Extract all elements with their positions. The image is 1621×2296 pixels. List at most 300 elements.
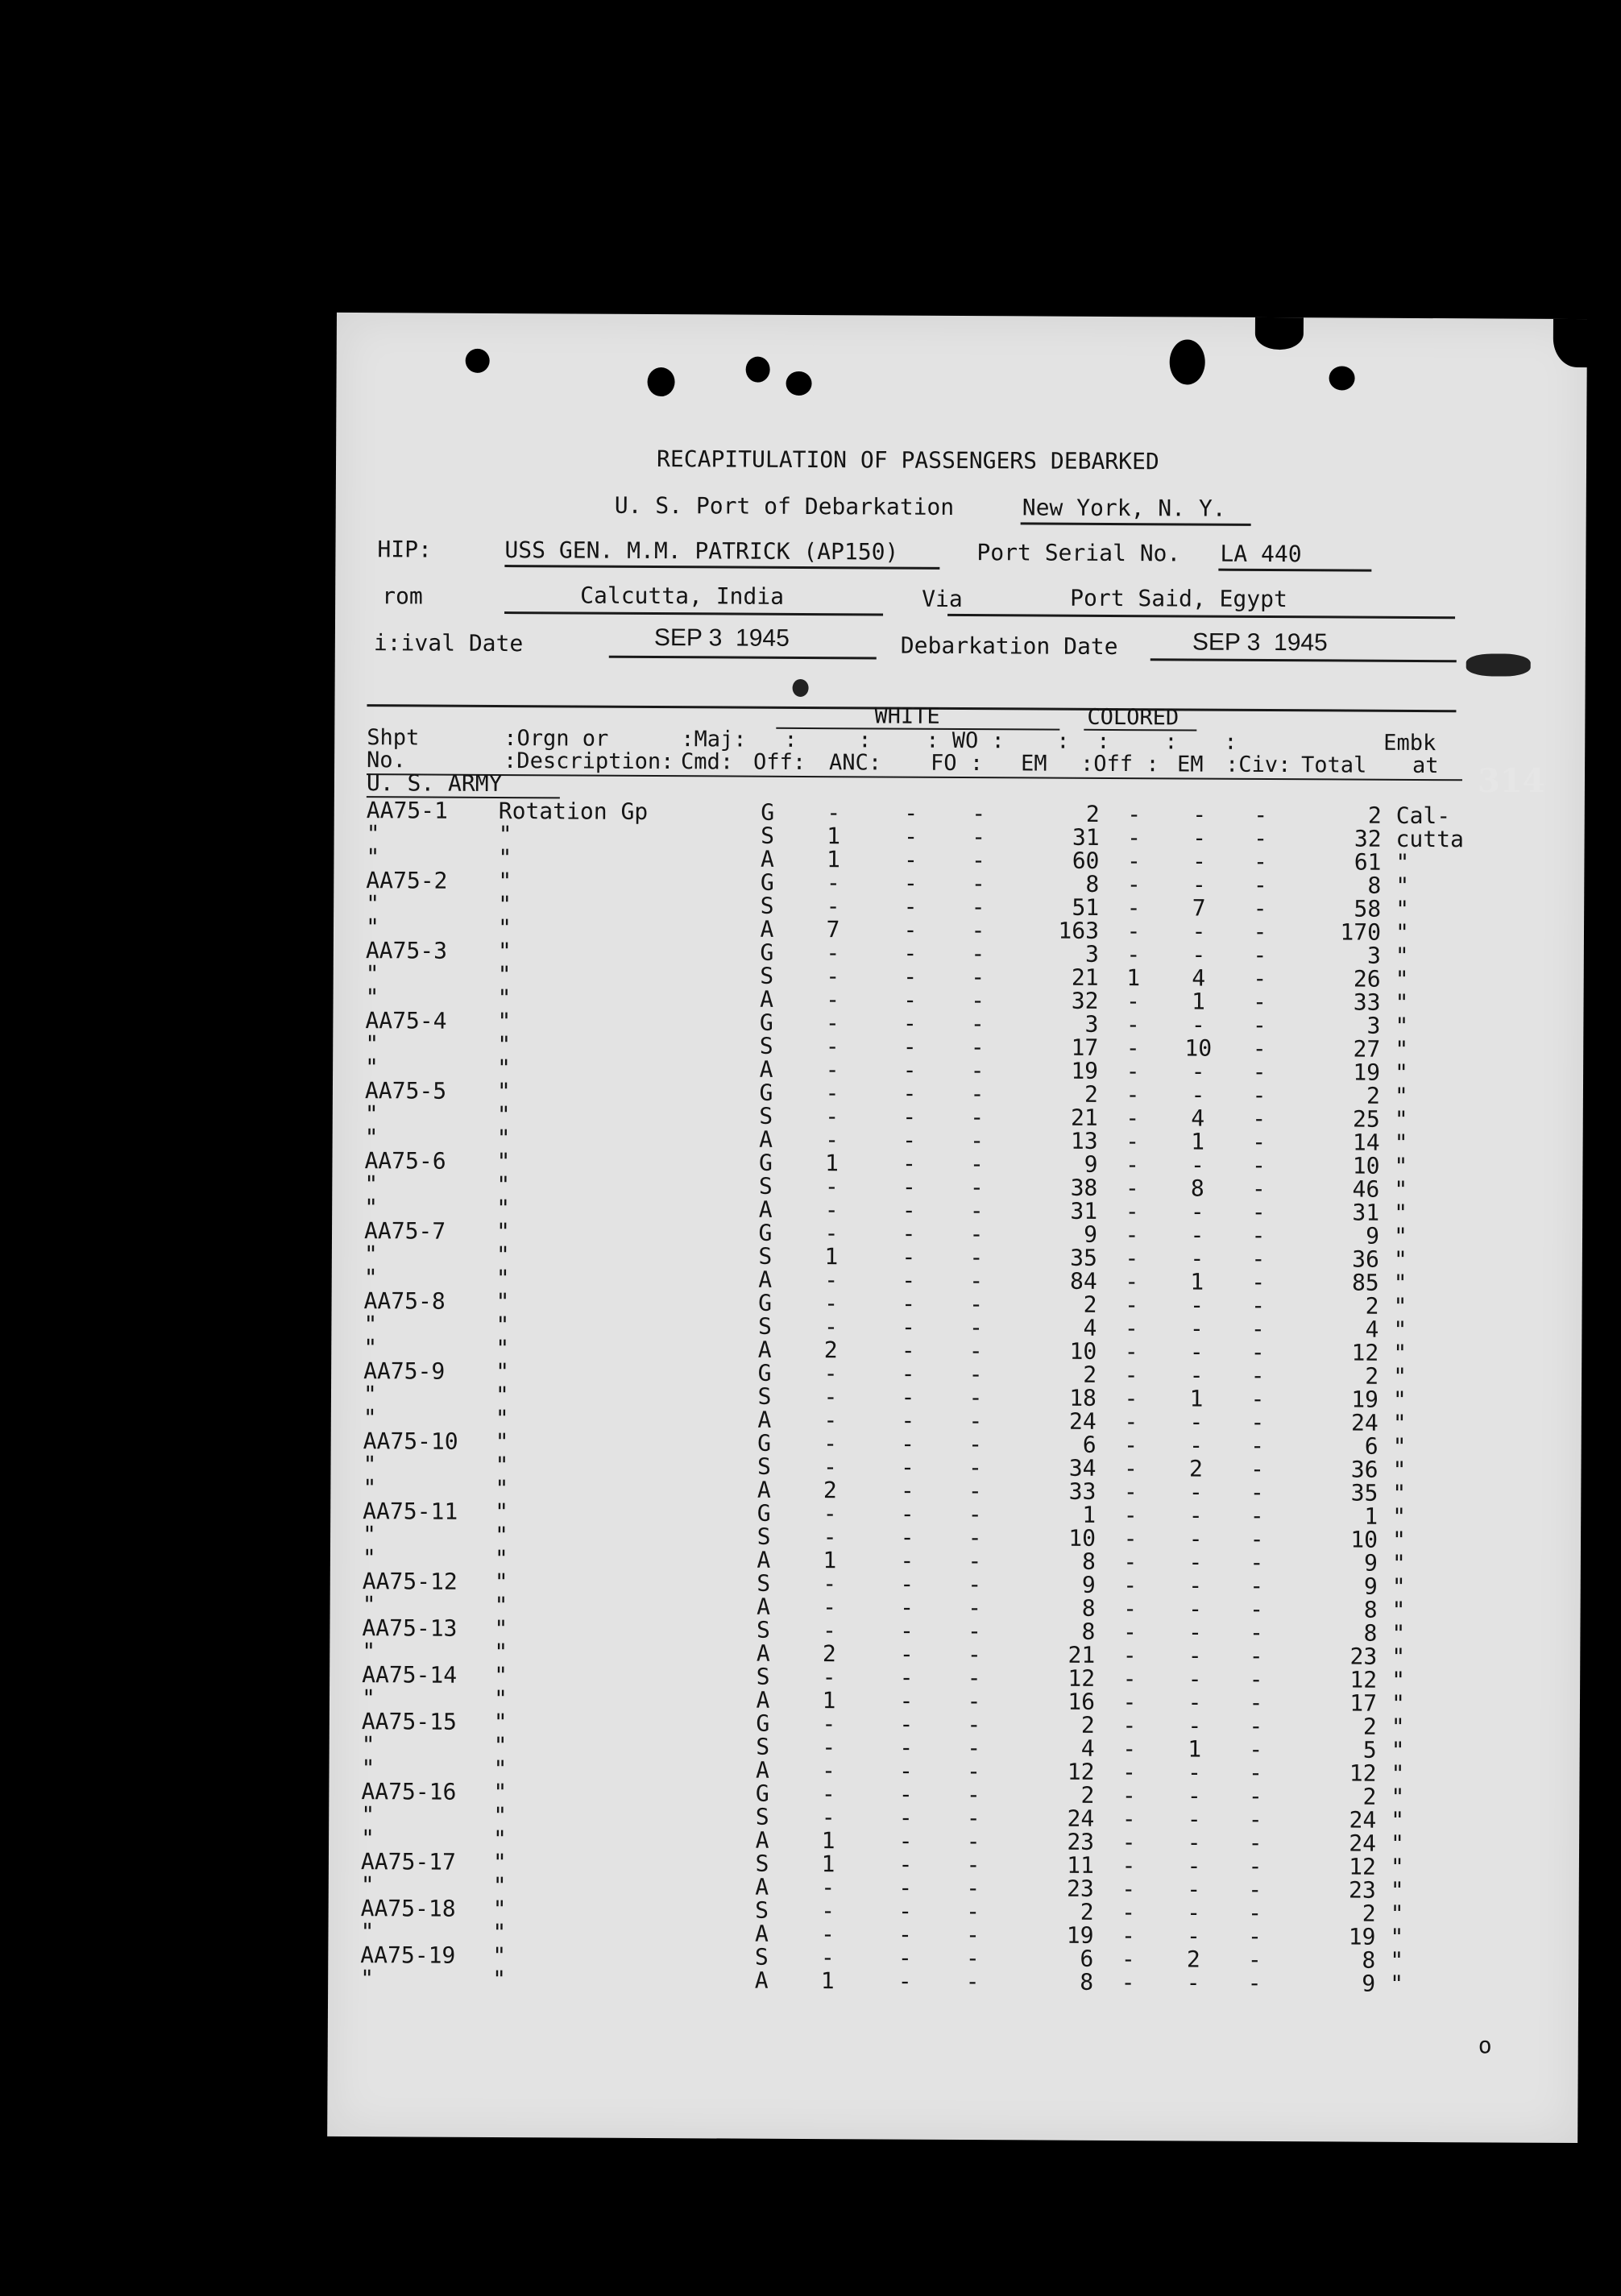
cell-colored-off: -	[1122, 1735, 1137, 1763]
cell-white-em: 31	[1070, 1197, 1098, 1225]
cell-organization: "	[497, 984, 512, 1012]
cell-total: 36	[1352, 1245, 1379, 1273]
cell-colored-em: -	[1189, 1315, 1204, 1342]
cell-white-wofo: -	[966, 1875, 980, 1902]
cell-white-anc: -	[902, 1220, 916, 1247]
cell-colored-em: -	[1190, 1291, 1204, 1319]
ship-value: USS GEN. M.M. PATRICK (AP150)	[504, 537, 899, 566]
cell-shipment-no: AA75-8	[363, 1287, 446, 1315]
cell-white-em: 6	[1082, 1431, 1097, 1458]
cell-total: 25	[1352, 1105, 1380, 1133]
cell-organization: "	[498, 843, 512, 872]
cell-shipment-no: AA75-9	[363, 1357, 446, 1385]
cell-civilian: -	[1248, 1782, 1262, 1809]
cell-white-anc: -	[903, 869, 918, 897]
cell-civilian: -	[1251, 1245, 1266, 1272]
cell-civilian: -	[1252, 1128, 1267, 1155]
cell-white-wofo: -	[970, 1034, 985, 1061]
cell-civilian: -	[1249, 1735, 1263, 1763]
cell-shipment-no: "	[366, 890, 380, 918]
cell-white-wofo: -	[969, 1244, 984, 1271]
cell-white-anc: -	[899, 1734, 914, 1761]
cell-organization: "	[494, 1544, 508, 1573]
cell-colored-em: 8	[1190, 1175, 1204, 1202]
cell-major-command: S	[760, 892, 774, 919]
cell-white-anc: -	[898, 1897, 913, 1925]
cell-major-command: S	[755, 1896, 769, 1924]
cell-organization: "	[493, 1778, 508, 1806]
cell-colored-off: -	[1122, 1642, 1137, 1669]
cell-major-command: A	[758, 1266, 773, 1293]
cell-colored-off: -	[1125, 1175, 1139, 1202]
cell-total: 3	[1366, 1012, 1381, 1039]
cell-organization: "	[496, 1077, 511, 1105]
column-header-hdr1-9: :	[1224, 729, 1238, 755]
cell-civilian: -	[1249, 1642, 1263, 1669]
cell-civilian: -	[1252, 1058, 1267, 1085]
cell-white-off: -	[822, 1734, 836, 1761]
cell-white-wofo: -	[969, 1291, 984, 1318]
cell-shipment-no: "	[363, 1241, 378, 1268]
cell-civilian: -	[1250, 1502, 1264, 1529]
cell-civilian: -	[1250, 1478, 1264, 1506]
cell-white-anc: -	[900, 1523, 914, 1551]
cell-organization: "	[497, 1030, 512, 1059]
cell-shipment-no: "	[360, 1918, 375, 1946]
cell-embarked-at: "	[1392, 1479, 1407, 1506]
cell-civilian: -	[1253, 988, 1267, 1015]
cell-white-anc: -	[902, 1243, 916, 1270]
cell-total: 35	[1350, 1479, 1378, 1506]
cell-white-em: 2	[1080, 1711, 1095, 1739]
cell-civilian: -	[1251, 1268, 1266, 1295]
cell-colored-off: -	[1121, 1899, 1136, 1926]
cell-shipment-no: "	[366, 820, 380, 848]
cell-embarked-at: "	[1393, 1222, 1407, 1250]
cell-embarked-at: "	[1393, 1316, 1407, 1343]
cell-shipment-no: "	[361, 1685, 375, 1712]
cell-colored-em: -	[1187, 1829, 1201, 1856]
cell-shipment-no: "	[364, 1194, 379, 1221]
cell-embarked-at: "	[1391, 1806, 1405, 1834]
cell-white-em: 8	[1085, 870, 1100, 897]
cell-white-off: 1	[820, 1967, 835, 1995]
cell-colored-em: -	[1190, 1151, 1204, 1179]
cell-shipment-no: AA75-12	[362, 1568, 458, 1595]
cell-embarked-at: "	[1395, 942, 1409, 969]
cell-white-off: -	[823, 1430, 838, 1457]
cell-civilian: -	[1250, 1361, 1265, 1389]
cell-embarked-at: "	[1391, 1596, 1406, 1623]
cell-white-anc: -	[899, 1617, 914, 1644]
cell-civilian: -	[1250, 1595, 1264, 1623]
cell-organization: "	[495, 1241, 510, 1269]
cell-white-anc: -	[899, 1664, 914, 1691]
cell-white-em: 2	[1080, 1898, 1094, 1925]
column-header-hdr2-0: No.	[367, 748, 406, 773]
cell-major-command: A	[754, 1967, 769, 1994]
cell-white-anc: -	[902, 1103, 917, 1130]
cell-major-command: S	[756, 1733, 770, 1760]
cell-shipment-no: "	[363, 1334, 378, 1361]
cell-embarked-at: "	[1394, 1199, 1408, 1226]
cell-white-wofo: -	[970, 1104, 985, 1131]
cell-white-anc: -	[898, 1944, 912, 1971]
cell-embarked-at: "	[1392, 1386, 1407, 1413]
cell-white-off: -	[823, 1453, 838, 1481]
section-label: U. S. ARMY	[366, 769, 503, 798]
cell-civilian: -	[1250, 1315, 1265, 1342]
cell-shipment-no: "	[363, 1404, 377, 1432]
cell-colored-off: -	[1123, 1525, 1138, 1552]
serial-label: Port Serial No.	[976, 539, 1181, 567]
cell-white-anc: -	[902, 1196, 916, 1224]
cell-white-wofo: -	[968, 1337, 983, 1365]
cell-white-off: 1	[823, 1547, 837, 1574]
cell-embarked-at: "	[1392, 1432, 1407, 1460]
cell-white-anc: -	[901, 1313, 915, 1341]
cell-white-em: 8	[1080, 1968, 1094, 1996]
cell-white-em: 19	[1071, 1057, 1099, 1084]
cell-major-command: G	[756, 1710, 770, 1737]
cell-white-anc: -	[900, 1570, 914, 1598]
column-header-hdr2-2: Cmd:	[681, 749, 734, 775]
cell-white-anc: -	[900, 1594, 914, 1621]
cell-shipment-no: "	[364, 1100, 379, 1128]
cell-shipment-no: "	[360, 1965, 375, 1992]
cell-white-anc: -	[903, 986, 918, 1013]
cell-total: 2	[1362, 1900, 1376, 1927]
cell-colored-em: -	[1186, 1922, 1200, 1950]
cell-total: 12	[1349, 1666, 1378, 1693]
cell-major-command: A	[755, 1826, 769, 1854]
cell-major-command: A	[754, 1920, 769, 1947]
cell-total: 12	[1349, 1759, 1377, 1787]
cell-major-command: S	[758, 1172, 773, 1200]
cell-white-off: 2	[823, 1477, 837, 1504]
cell-white-off: -	[826, 963, 840, 990]
cell-total: 5	[1362, 1736, 1377, 1763]
cell-embarked-at: "	[1391, 1736, 1405, 1763]
cell-shipment-no: "	[362, 1544, 376, 1572]
cell-embarked-at: "	[1394, 1175, 1408, 1203]
cell-white-anc: -	[902, 1009, 917, 1037]
cell-total: 23	[1349, 1643, 1378, 1670]
cell-colored-off: -	[1126, 1104, 1140, 1132]
cell-organization: "	[495, 1474, 509, 1502]
cell-total: 1	[1364, 1502, 1378, 1530]
margin-mark: o	[1478, 2032, 1492, 2059]
debark-underline	[1150, 658, 1457, 662]
cell-civilian: -	[1248, 1899, 1262, 1926]
cell-white-em: 9	[1081, 1571, 1096, 1598]
port-value: New York, N. Y.	[1022, 494, 1226, 522]
cell-total: 2	[1362, 1713, 1377, 1740]
column-header-hdr2-7: :Off :	[1080, 751, 1159, 777]
cell-embarked-at: "	[1391, 1619, 1406, 1647]
cell-civilian: -	[1247, 1969, 1262, 1996]
cell-white-anc: -	[900, 1453, 915, 1481]
cell-embarked-at: "	[1393, 1269, 1407, 1296]
cell-white-anc: -	[898, 1874, 913, 1901]
cell-major-command: S	[757, 1453, 772, 1480]
cell-embarked-at: "	[1391, 1689, 1405, 1717]
cell-major-command: A	[759, 1055, 773, 1083]
cell-organization: "	[493, 1708, 508, 1736]
via-label: Via	[922, 585, 963, 613]
header-underline	[367, 773, 1462, 781]
cell-white-anc: -	[899, 1710, 914, 1738]
cell-white-off: 1	[822, 1687, 836, 1714]
cell-white-off: 1	[824, 1243, 839, 1270]
cell-civilian: -	[1249, 1712, 1263, 1739]
cell-white-off: -	[821, 1897, 835, 1925]
cell-colored-off: -	[1123, 1502, 1138, 1529]
column-header-hdr1-6: :	[1056, 728, 1070, 754]
cell-white-em: 16	[1068, 1688, 1096, 1715]
cell-white-em: 23	[1066, 1875, 1094, 1902]
cell-shipment-no: "	[362, 1521, 377, 1548]
torn-edge	[1255, 317, 1304, 350]
cell-colored-em: 1	[1191, 1128, 1205, 1155]
cell-white-off: -	[825, 1126, 840, 1154]
cell-colored-off: -	[1121, 1946, 1135, 1973]
punch-hole	[1329, 366, 1355, 390]
cell-major-command: A	[757, 1476, 771, 1503]
cell-civilian: -	[1250, 1525, 1264, 1552]
cell-colored-em: -	[1186, 1969, 1200, 1996]
cell-organization: "	[492, 1965, 507, 1993]
cell-embarked-at: "	[1395, 1059, 1409, 1086]
cell-white-anc: -	[904, 823, 918, 850]
cell-civilian: -	[1254, 801, 1268, 828]
cell-total: 24	[1351, 1409, 1378, 1436]
cell-colored-off: -	[1126, 988, 1141, 1015]
column-header-hdr2-4: ANC:	[829, 750, 882, 776]
cell-colored-em: 4	[1192, 964, 1206, 992]
cell-white-off: 1	[821, 1850, 835, 1878]
cell-embarked-at: cutta	[1395, 825, 1464, 853]
cell-total: 24	[1349, 1830, 1377, 1857]
punch-hole	[746, 357, 770, 383]
page-number: 314	[1478, 762, 1545, 800]
cell-white-anc: -	[904, 799, 918, 827]
cell-organization: "	[493, 1801, 508, 1830]
cell-organization: "	[493, 1731, 508, 1759]
cell-embarked-at: "	[1391, 1666, 1406, 1693]
cell-civilian: -	[1250, 1385, 1265, 1412]
cell-white-wofo: -	[968, 1454, 983, 1482]
cell-shipment-no: AA75-18	[360, 1895, 456, 1922]
column-header-hdr1-4: :	[858, 727, 872, 753]
cell-total: 9	[1366, 1222, 1380, 1250]
cell-embarked-at: Cal-	[1395, 802, 1451, 830]
cell-shipment-no: AA75-16	[361, 1778, 457, 1805]
cell-white-em: 33	[1068, 1477, 1097, 1505]
cell-white-em: 84	[1069, 1267, 1097, 1295]
cell-major-command: A	[757, 1336, 772, 1363]
cell-white-anc: -	[902, 1056, 917, 1084]
cell-white-anc: -	[898, 1850, 913, 1878]
cell-colored-off: -	[1127, 801, 1142, 828]
cell-total: 31	[1352, 1199, 1380, 1226]
column-header-hdr2-6: EM	[1021, 751, 1047, 777]
cell-organization: "	[495, 1381, 509, 1409]
cell-white-anc: -	[902, 1290, 916, 1317]
cell-white-off: -	[823, 1407, 838, 1434]
cell-organization: "	[495, 1404, 509, 1432]
cell-white-em: 21	[1070, 1104, 1098, 1131]
cell-civilian: -	[1252, 1081, 1267, 1109]
cell-colored-em: -	[1187, 1782, 1201, 1809]
ship-label: HIP:	[377, 536, 432, 563]
cell-colored-off: -	[1125, 1198, 1139, 1225]
cell-shipment-no: AA75-6	[364, 1147, 446, 1175]
arrival-date-stamp: SEP 3 1945	[653, 624, 790, 652]
cell-white-em: 9	[1084, 1150, 1098, 1178]
cell-major-command: A	[756, 1756, 770, 1784]
cell-total: 2	[1367, 802, 1382, 829]
cell-total: 4	[1365, 1316, 1379, 1343]
cell-embarked-at: "	[1395, 918, 1409, 946]
cell-colored-em: -	[1191, 1011, 1205, 1038]
cell-total: 9	[1363, 1549, 1378, 1577]
column-header-hdr1-10: Embk	[1383, 730, 1437, 756]
cell-major-command: S	[756, 1616, 770, 1643]
cell-organization: "	[493, 1685, 508, 1713]
cell-embarked-at: "	[1395, 848, 1410, 876]
cell-total: 6	[1364, 1432, 1378, 1460]
cell-white-em: 8	[1081, 1618, 1096, 1645]
cell-civilian: -	[1253, 918, 1267, 945]
arrival-label: i:ival Date	[373, 629, 524, 657]
cell-colored-off: -	[1122, 1665, 1137, 1693]
cell-colored-off: -	[1123, 1548, 1138, 1576]
column-header-hdr2-8: EM	[1177, 752, 1204, 777]
cell-white-em: 2	[1083, 1361, 1097, 1388]
cell-major-command: S	[757, 1569, 771, 1597]
cell-embarked-at: "	[1393, 1362, 1407, 1390]
port-label: U. S. Port of Debarkation	[614, 491, 955, 520]
cell-white-wofo: -	[966, 1828, 980, 1855]
cell-white-wofo: -	[970, 1057, 985, 1084]
cell-white-em: 51	[1072, 893, 1100, 921]
cell-colored-off: -	[1123, 1478, 1138, 1506]
cell-organization: "	[498, 820, 512, 848]
cell-white-wofo: -	[966, 1805, 980, 1832]
cell-shipment-no: "	[365, 914, 379, 941]
cell-major-command: G	[757, 1359, 772, 1386]
cell-colored-em: -	[1187, 1805, 1201, 1833]
cell-white-wofo: -	[968, 1431, 983, 1458]
cell-colored-em: -	[1188, 1478, 1203, 1506]
cell-white-off: -	[821, 1874, 835, 1901]
cell-total: 2	[1366, 1082, 1381, 1109]
cell-embarked-at: "	[1393, 1292, 1407, 1320]
cell-white-em: 3	[1084, 940, 1099, 968]
cell-major-command: S	[756, 1663, 770, 1690]
cell-white-em: 13	[1070, 1127, 1098, 1154]
cell-total: 10	[1352, 1152, 1380, 1179]
cell-shipment-no: "	[363, 1381, 377, 1408]
cell-white-em: 35	[1070, 1244, 1097, 1271]
cell-colored-em: -	[1189, 1338, 1204, 1366]
cell-white-wofo: -	[968, 1524, 982, 1552]
cell-major-command: G	[758, 1219, 773, 1246]
cell-shipment-no: "	[365, 1054, 379, 1081]
cell-total: 33	[1353, 988, 1381, 1016]
cell-white-wofo: -	[972, 823, 986, 851]
cell-colored-off: -	[1123, 1595, 1138, 1623]
cell-organization: "	[498, 867, 512, 895]
column-header-hdr2-3: Off:	[753, 749, 806, 775]
cell-white-em: 19	[1066, 1921, 1094, 1949]
cell-organization: "	[495, 1428, 509, 1456]
cell-colored-em: -	[1188, 1595, 1203, 1623]
cell-colored-off: -	[1125, 1245, 1139, 1272]
cell-white-off: -	[823, 1594, 837, 1621]
cell-colored-em: -	[1188, 1712, 1202, 1739]
cell-white-anc: -	[903, 963, 918, 990]
cell-total: 32	[1354, 825, 1382, 852]
cell-shipment-no: "	[362, 1638, 376, 1665]
document-title: RECAPITULATION OF PASSENGERS DEBARKED	[656, 446, 1159, 475]
cell-total: 14	[1352, 1129, 1380, 1156]
cell-civilian: -	[1253, 894, 1267, 922]
cell-embarked-at: "	[1390, 1830, 1405, 1857]
cell-major-command: S	[759, 1032, 773, 1059]
cell-white-wofo: -	[967, 1664, 981, 1692]
cell-colored-off: -	[1122, 1759, 1137, 1786]
serial-underline	[1218, 569, 1371, 572]
cell-shipment-no: "	[364, 1171, 379, 1198]
cell-white-wofo: -	[968, 1501, 982, 1528]
cell-white-off: 7	[826, 916, 840, 943]
cell-civilian: -	[1248, 1852, 1262, 1879]
cell-white-wofo: -	[965, 1945, 980, 1972]
cell-white-off: -	[825, 1080, 840, 1107]
cell-colored-off: -	[1124, 1408, 1138, 1436]
cell-colored-em: -	[1188, 1665, 1202, 1693]
cell-embarked-at: "	[1391, 1759, 1405, 1787]
cell-white-em: 9	[1084, 1221, 1098, 1248]
cell-major-command: A	[760, 985, 774, 1013]
cell-colored-off: -	[1121, 1805, 1136, 1833]
cell-total: 10	[1350, 1526, 1378, 1553]
cell-white-em: 34	[1068, 1454, 1097, 1482]
cell-colored-em: 1	[1190, 1268, 1204, 1295]
cell-white-anc: -	[903, 846, 918, 873]
cell-colored-em: -	[1192, 918, 1206, 945]
cell-civilian: -	[1252, 1104, 1267, 1132]
cell-total: 8	[1367, 872, 1382, 899]
cell-colored-em: 4	[1191, 1104, 1205, 1132]
column-header-hdr2-5: FO :	[931, 750, 984, 777]
cell-colored-em: -	[1188, 1759, 1202, 1786]
cell-shipment-no: AA75-10	[363, 1428, 458, 1455]
cell-colored-off: -	[1121, 1875, 1136, 1903]
cell-white-em: 8	[1081, 1594, 1096, 1622]
cell-colored-off: -	[1124, 1432, 1138, 1459]
cell-major-command: G	[759, 1009, 773, 1036]
cell-colored-off: -	[1126, 918, 1141, 945]
cell-colored-em: -	[1188, 1642, 1202, 1669]
cell-white-wofo: -	[968, 1407, 983, 1435]
cell-colored-off: -	[1121, 1852, 1136, 1879]
cell-white-wofo: -	[969, 1197, 984, 1225]
cell-white-em: 4	[1080, 1734, 1095, 1762]
cell-civilian: -	[1254, 824, 1268, 852]
